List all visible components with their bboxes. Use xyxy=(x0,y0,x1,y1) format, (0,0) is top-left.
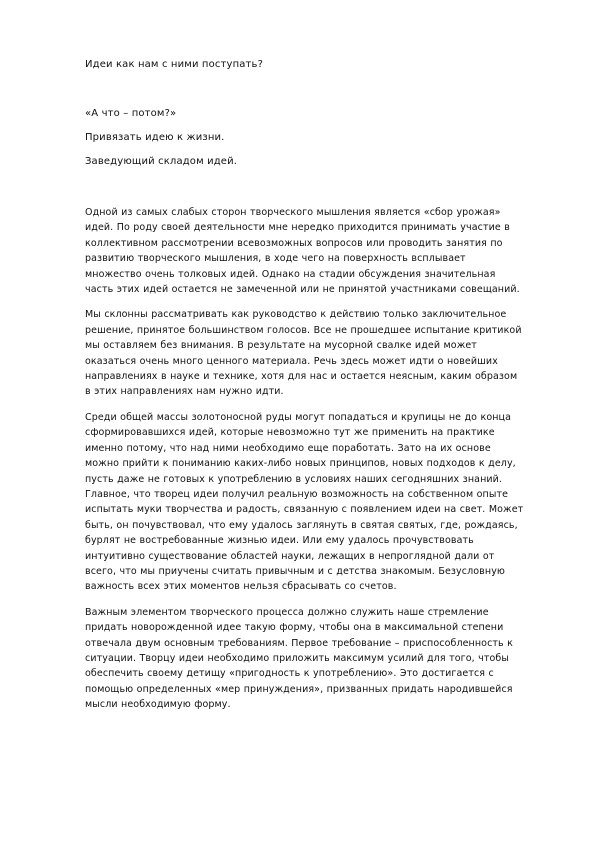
paragraph: Важным элементом творческого процесса должно служить наше стремление придать новорожденной идее такую форму, чтобы она в максимальной степени отвечала двум основным требованиям. Первое требование – приспособленность к ситуации. Творцу идеи необходимо приложить максимум усилий для того, чтобы обеспечить своему детищу «пригодность к употреблению». Это достигается с помощью определенных «мер принуждения», призванных придать народившейся мысли необходимую форму. xyxy=(85,606,514,711)
heading-idea-warehouse-manager: Заведующий складом идей. xyxy=(85,156,238,167)
body-text xyxy=(85,205,525,723)
heading-tie-idea-to-life: Привязать идею к жизни. xyxy=(85,132,225,143)
paragraph: Среди общей массы золотоносной руды могут попадаться и крупицы не до конца сформировавшихся идей, которые невозможно тут же применить на практике именно потому, что над ними необходимо еще поработать. Зато на их основе можно прийти к пониманию каких-либо новых принципов, новых подходов к делу, пусть даже не готовых к употреблению в условиях наших сегодняшних знаний. Главное, что творец идеи получил реальную возможность на собственном опыте испытать муки творчества и радость, связанную с появлением идеи на свет. Может быть, он почувствовал, что ему удалось заглянуть в святая святых, где, рождаясь, бурлят не востребованные жизнью идеи. Или ему удалось прочувствовать интуитивно существование областей науки, лежащих в непроглядной дали от всего, что мы приучены считать привычным и с детства знакомым. Безусловную важность всех этих моментов нельзя сбрасывать со счетов. xyxy=(85,411,524,593)
paragraph: Одной из самых слабых сторон творческого мышления является «сбор урожая» идей. По роду своей деятельности мне нередко приходится принимать участие в коллективном рассмотрении всевозможных вопросов или проводить занятия по развитию творческого мышления, в ходе чего на поверхность всплывает множество очень толковых идей. Однако на стадии обсуждения значительная часть этих идей остается не замеченной или не принятой участниками совещаний. xyxy=(85,207,520,296)
document-title: Идеи как нам с ними поступать? xyxy=(85,59,264,70)
paragraph: Мы склонны рассматривать как руководство к действию только заключительное решение, принятое большинством голосов. Все не прошедшее испытание критикой мы оставляем без внимания. В результате на мусорной свалке идей может оказаться очень много ценного материала. Речь здесь может идти о новейших направлениях в науке и технике, хотя для нас и остается неясным, каким образом в этих направлениях нам нужно идти. xyxy=(85,309,522,398)
heading-what-next: «А что – потом?» xyxy=(85,108,177,119)
